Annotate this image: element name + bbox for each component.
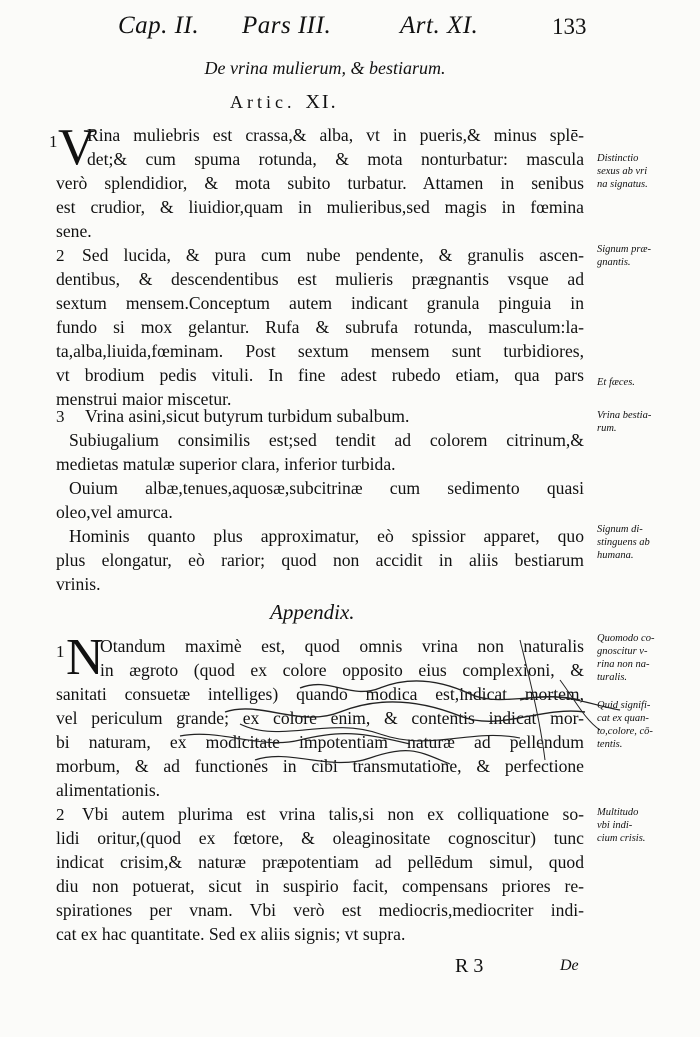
text-line: medietas matulæ superior clara, inferior turbida. — [56, 454, 396, 474]
text-line: sene. — [56, 221, 92, 241]
text-line: bi naturam, ex modicitate impotentiam naturæ ad pellendum — [56, 732, 584, 752]
margin-note-distinctio: Distinctio sexus ab vri na signatus. — [597, 153, 648, 190]
article-label: Artic. — [230, 92, 296, 112]
text-line: Ouium albæ,tenues,aquosæ,subcitrinæ cum sedimento quasi — [69, 478, 584, 498]
margin-note-et-faeces: Et fæces. — [597, 377, 635, 388]
text-line: diu non potuerat, sicut in suspirio facit, compensans priores re- — [56, 876, 584, 896]
text-line: sanitati consuetæ intelliges) quando modica est,indicat mortem, — [56, 684, 584, 704]
text-line: Vbi autem plurima est vrina talis,si non ex colliquatione so- — [82, 804, 584, 824]
text-line: vt brodium pedis vituli. In fine adest rubedo etiam, qua pars — [56, 365, 584, 385]
drop-cap: V — [58, 119, 96, 176]
text-line: vel periculum grande; ex colore enim, & contentis indicat mor- — [56, 708, 584, 728]
text-line: sextum mensem.Conceptum autem indicant granula pinguia in — [56, 293, 584, 313]
article-heading — [230, 91, 338, 114]
margin-note-quid-significat: Quid signifi- cat ex quan- to,colore, cō- tentis. — [597, 700, 653, 750]
section-subtitle: De vrina mulierum, & bestiarum. — [204, 58, 446, 78]
text-line: in ægroto (quod ex colore opposito eius complexioni, & — [100, 660, 584, 680]
text-line: spirationes per vnam. Vbi verò est mediocris,mediocriter indi- — [56, 900, 584, 920]
text-line: Vrina asini,sicut butyrum turbidum subalbum. — [85, 406, 410, 426]
margin-note-signum-distinguens: Signum di- stinguens ab humana. — [597, 524, 650, 561]
text-line: Hominis quanto plus approximatur, eò spissior apparet, quo — [69, 526, 584, 546]
text-line: ta,alba,liuida,fœminam. Post sextum mensem sunt turbidiores, — [56, 341, 584, 361]
text-line: indicat crisim,& naturæ præpotentiam ad pellēdum simul, quod — [56, 852, 584, 872]
text-line: alimentationis. — [56, 780, 161, 800]
margin-note-quomodo: Quomodo co- gnoscitur v- rina non na- turalis. — [597, 633, 655, 683]
text-line: vrinis. — [56, 574, 101, 594]
catchword: De — [560, 957, 579, 974]
header-part: Pars III. — [242, 12, 332, 39]
header-article: Art. XI. — [400, 12, 479, 39]
signature-mark: R 3 — [455, 955, 484, 977]
paragraph-number: 2 — [56, 246, 65, 265]
header-chapter: Cap. II. — [118, 12, 200, 39]
text-line: cat ex hac quantitate. Sed ex aliis signis; vt supra. — [56, 924, 406, 944]
drop-cap: N — [66, 629, 104, 686]
text-line: morbum, & ad functiones in cibi transmutatione, & perfectione — [56, 756, 584, 776]
text-line: oleo,vel amurca. — [56, 502, 173, 522]
text-line: menstrui maior miscetur. — [56, 389, 232, 409]
text-line: dentibus, & descendentibus est mulieris prægnantis vsque ad — [56, 269, 584, 289]
margin-note-vrina-bestiarum: Vrina bestia- rum. — [597, 410, 652, 434]
appendix-heading: Appendix. — [270, 600, 355, 624]
text-line: det;& cum spuma rotunda, & mota nonturbatur: mascula — [87, 149, 584, 169]
article-number: XI. — [305, 91, 338, 113]
text-line: Otandum maximè est, quod omnis vrina non naturalis — [100, 636, 584, 656]
paragraph-number: 2 — [56, 805, 65, 824]
page-number: 133 — [552, 14, 587, 39]
text-line: fundo si mox gelantur. Rufa & subrufa rotunda, masculum:la- — [56, 317, 584, 337]
paragraph-number: 1 — [56, 642, 65, 661]
margin-note-multitudo: Multitudo vbi indi- cium crisis. — [597, 807, 646, 844]
text-line: Rina muliebris est crassa,& alba, vt in pueris,& minus splē- — [87, 125, 584, 145]
text-line: est crudior, & liuidior,quam in mulieribus,sed magis in fœmina — [56, 197, 584, 217]
paragraph-number: 3 — [56, 407, 65, 426]
text-line: Subiugalium consimilis est;sed tendit ad colorem citrinum,& — [69, 430, 584, 450]
text-line: verò splendidior, & mota subito turbatur. Attamen in senibus — [56, 173, 584, 193]
text-line: plus elongatur, eò rarior; quod non accidit in aliis bestiarum — [56, 550, 584, 570]
text-line: Sed lucida, & pura cum nube pendente, & granulis ascen- — [82, 245, 584, 265]
paragraph-number: 1 — [49, 132, 58, 151]
margin-note-signum-praegnantis: Signum præ- gnantis. — [597, 244, 651, 268]
text-line: lidi oritur,(quod ex fœtore, & oleaginositate cognoscitur) tunc — [56, 828, 584, 848]
